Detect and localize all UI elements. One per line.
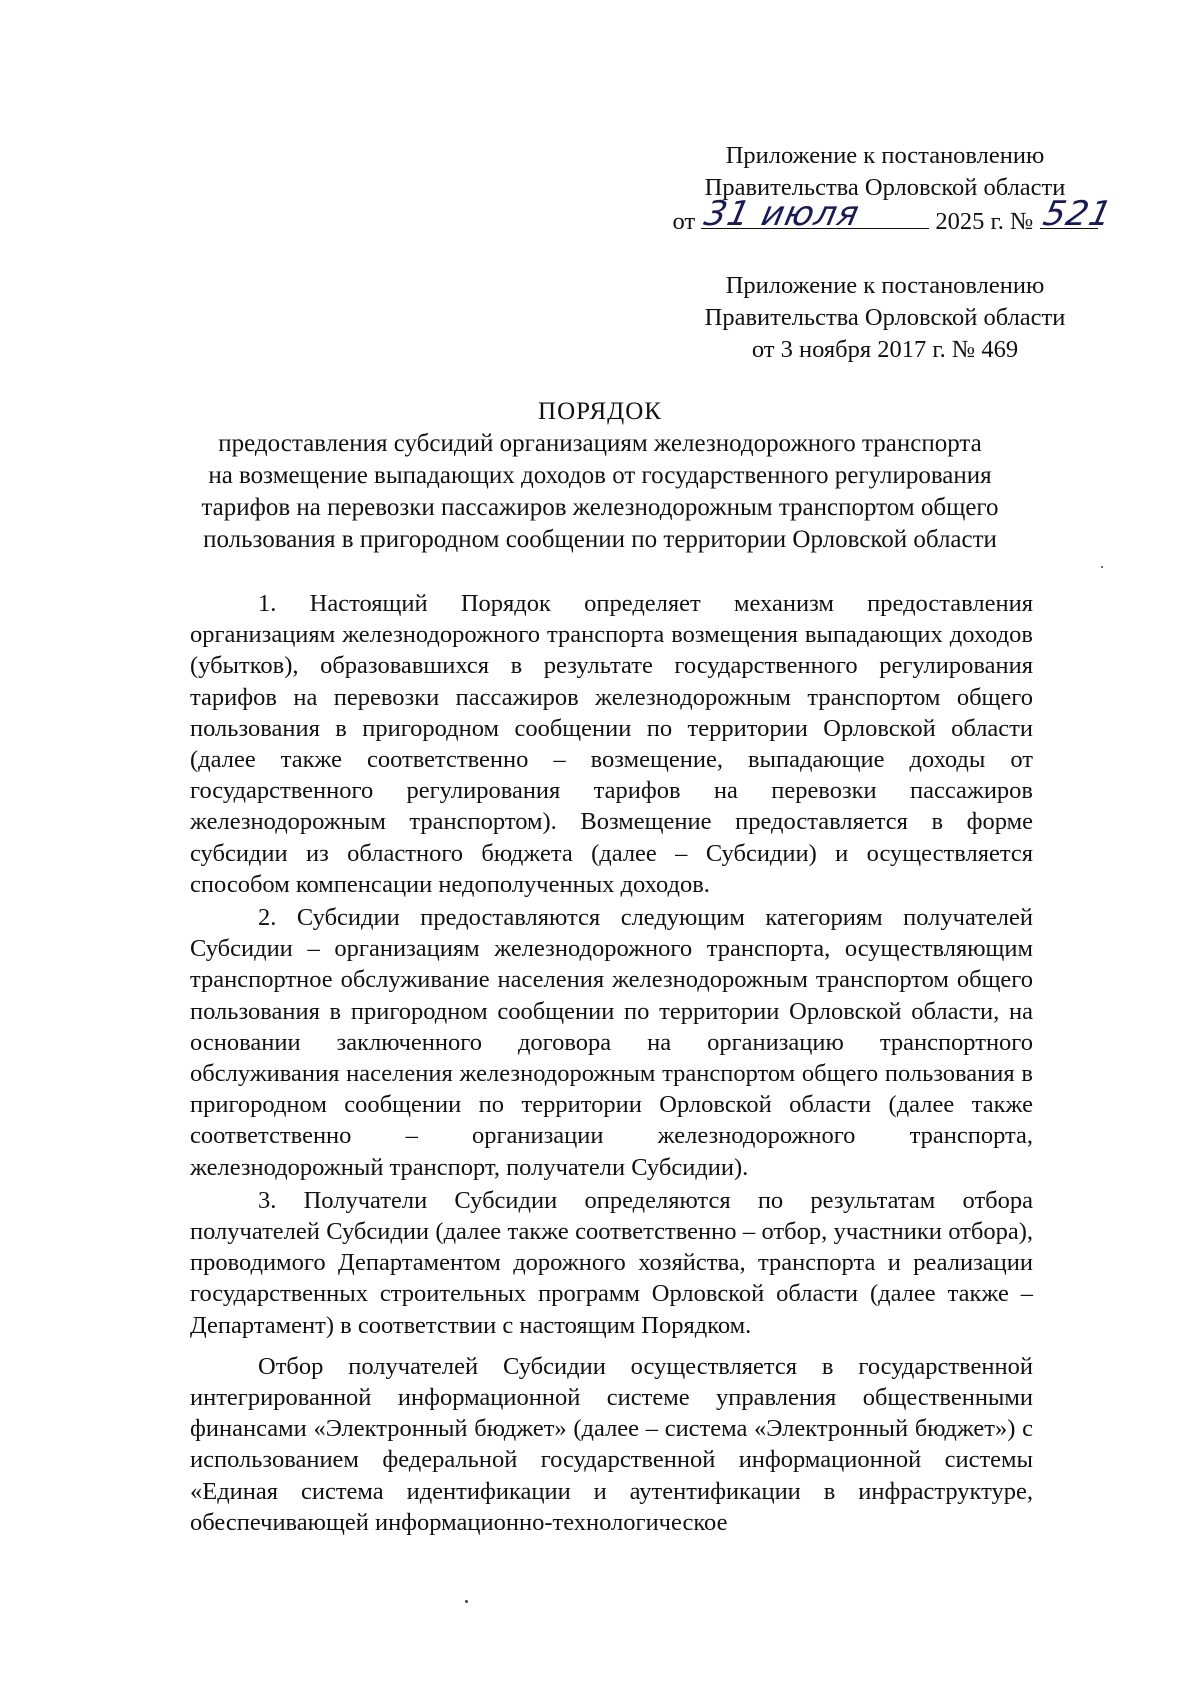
date-blank [700, 194, 929, 234]
document-body [190, 588, 1033, 1538]
paragraph-1: 1. Настоящий Порядок определяет механизм предоставления организациям железнодорожного транспорта возмещения выпадающих доходов (убытков), образовавшихся в результате государственного регулирования тарифов на перевозки пассажиров железнодорожным транспортом общего пользования в пригородном сообщении по территории Орловской области (далее также соответственно – возмещение, выпадающие доходы от государственного регулирования тарифов на перевозки пассажиров железнодорожным транспортом). Возмещение предоставляется в форме субсидии из областного бюджета (далее – Субсидии) и осуществляется способом компенсации недополученных доходов. [190, 590, 1033, 898]
number-blank [1039, 194, 1116, 234]
date-prefix: от [672, 208, 696, 235]
year-number-label: 2025 г. № [935, 208, 1034, 235]
paragraph-2: 2. Субсидии предоставляются следующим категориям получателей Субсидии – организациям железнодорожного транспорта, осуществляющим транспортное обслуживание населения железнодорожным транспортом общего пользования в пригородном сообщении по территории Орловской области, на основании заключенного договора на организацию транспортного обслуживания населения железнодорожным транспортом общего пользования в пригородном сообщении по территории Орловской области (далее также соответственно – организации железнодорожного транспорта, железнодорожный транспорт, получатели Субсидии). [190, 904, 1033, 1181]
title-line-4: пользования в пригородном сообщении по территории Орловской области [203, 526, 997, 553]
title-line-3: тарифов на перевозки пассажиров железнодорожным транспортом общего [201, 494, 999, 521]
appendix-line-2: Правительства Орловской области [704, 174, 1066, 201]
scan-speck [1101, 566, 1103, 568]
paragraph-4: Отбор получателей Субсидии осуществляется в государственной интегрированной информационной системе управления общественными финансами «Электронный бюджет» (далее – система «Электронный бюджет») с использованием федеральной государственной информационной системы «Единая система идентификации и аутентификации в инфраструктуре, обеспечивающей информационно-технологическое [190, 1352, 1033, 1536]
title-line-1: предоставления субсидий организациям железнодорожного транспорта [218, 430, 982, 457]
appendix-old-line-1: Приложение к постановлению [725, 272, 1045, 299]
scan-speck [465, 1600, 468, 1603]
appendix-header-old [650, 270, 1120, 366]
title-main: ПОРЯДОК [538, 398, 662, 425]
appendix-old-line-3: от 3 ноября 2017 г. № 469 [751, 336, 1019, 363]
appendix-header-new [650, 140, 1120, 238]
appendix-date-line [650, 194, 1120, 238]
handwritten-number: 521 [1039, 194, 1116, 234]
appendix-line-1: Приложение к постановлению [725, 142, 1045, 169]
handwritten-date: 31 июля [700, 194, 864, 234]
paragraph-3: 3. Получатели Субсидии определяются по результатам отбора получателей Субсидии (далее также соответственно – отбор, участники отбора), проводимого Департаментом дорожного хозяйства, транспорта и реализации государственных строительных программ Орловской области (далее также – Департамент) в соответствии с настоящим Порядком. [190, 1186, 1033, 1339]
appendix-old-line-2: Правительства Орловской области [704, 304, 1066, 331]
title-line-2: на возмещение выпадающих доходов от государственного регулирования [208, 462, 992, 489]
document-title [190, 396, 1010, 556]
